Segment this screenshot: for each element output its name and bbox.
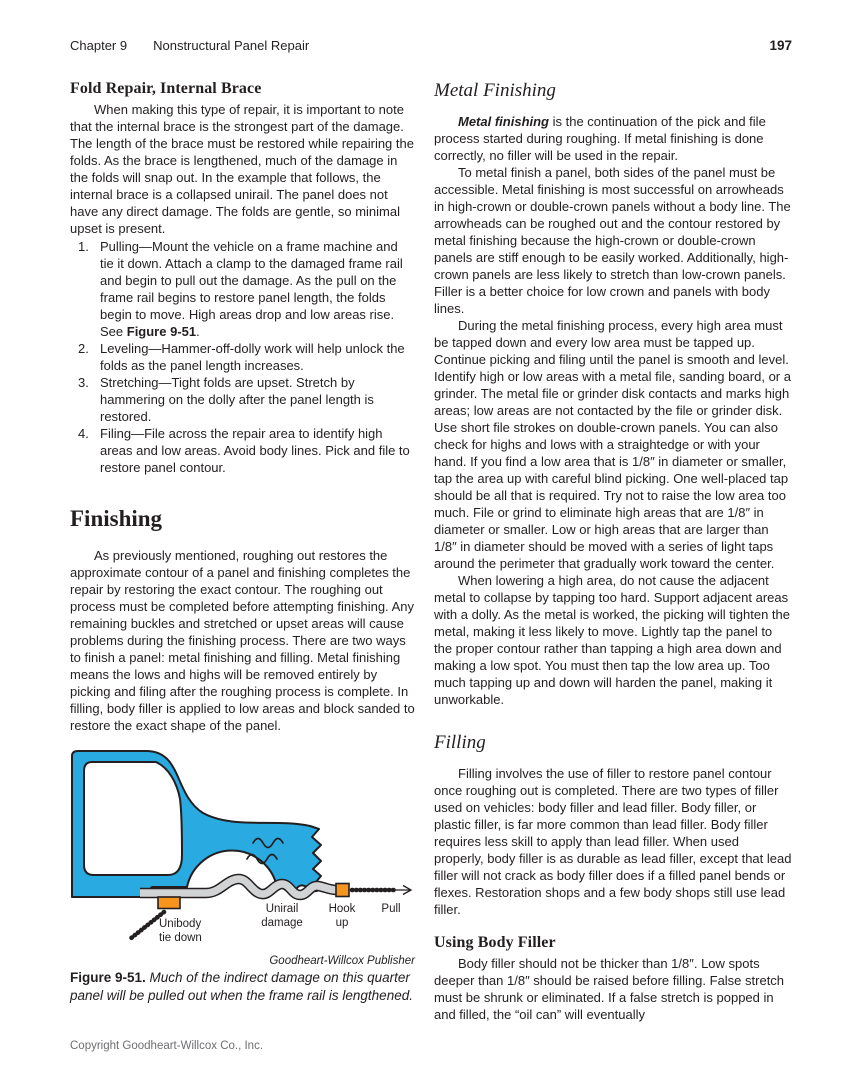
left-column <box>70 80 415 1023</box>
list-item-text-tail: . <box>196 324 200 339</box>
running-header <box>70 38 792 53</box>
label-unibody-tie-down-2: tie down <box>159 932 202 944</box>
label-unirail-damage: Unirail <box>265 903 299 915</box>
filling-paragraph: Filling involves the use of filler to restore panel contour once roughing out is completed. There are two types of filler used on vehicles: body filler and lead filler. Body filler, or plastic filler, is far more common than lead filler. Body filler requires less skill to apply than lead filler. When used properly, body filler is as durable as lead filler, except that lead filler will not crack as body filler does if a filled panel bends or flexes. Restoration shops and a few body shops still use lead filler. <box>434 766 792 917</box>
figure-caption-text: Much of the indirect damage on this quarter panel will be pulled out when the frame rail is lengthened. <box>70 970 413 1003</box>
using-body-filler-paragraph: Body filler should not be thicker than 1/8″. Low spots deeper than 1/8″ should be raised before filling. False stretch must be shrunk or eliminated. If a false stretch is popped in and filled, the “oil can” will eventually <box>434 956 785 1022</box>
quarter-panel-diagram <box>70 747 415 949</box>
page-number: 197 <box>769 38 792 53</box>
label-hook-up-2: up <box>335 917 349 929</box>
fold-repair-paragraph: When making this type of repair, it is important to note that the internal brace is the strongest part of the damage. The length of the brace must be restored while repairing the folds. As the brace is lengthened, much of the damage in the folds will snap out. In the example that follows, the internal brace is a collapsed unirail. The panel does not have any direct damage. The folds are gentle, so minimal upset is present. <box>70 102 414 236</box>
chapter-header <box>70 38 335 53</box>
list-item-text: Stretching—Tight folds are upset. Stretch by hammering on the dolly after the panel length is restored. <box>100 375 374 424</box>
list-item-text: Pulling—Mount the vehicle on a frame machine and tie it down. Attach a clamp to the damaged frame rail and begin to pull out the damage. As the pull on the frame rail begins to restore panel length, the folds begin to move. High areas drop and low areas rise. See <box>100 239 403 339</box>
list-item-number: 4. <box>78 426 89 441</box>
copyright-footer: Copyright Goodheart-Willcox Co., Inc. <box>70 1040 264 1052</box>
quarter-panel-shape <box>72 751 321 897</box>
section-heading-using-body-filler: Using Body Filler <box>434 934 556 951</box>
section-heading-fold-repair: Fold Repair, Internal Brace <box>70 80 262 97</box>
list-item-text: Filing—File across the repair area to identify high areas and low areas. Avoid body lines. Pick and file to restore panel contour. <box>100 426 410 475</box>
metal-finishing-paragraph-1 <box>434 113 792 164</box>
figure-caption <box>70 969 415 1004</box>
list-item-text: Leveling—Hammer-off-dolly work will help unlock the folds as the panel length increases. <box>100 341 405 373</box>
metal-finishing-paragraph-2: To metal finish a panel, both sides of the panel must be accessible. Metal finishing is most successful on arrowheads in high-crown or double-crown panels without a body line. The arrowheads can be roughed out and the contour restored by metal finishing because the high-crown or double-crown panels are stiff enough to be easily worked. Additionally, high-crown panels are less likely to stretch than low-crown panels. Filler is a better choice for low crown and panels with body lines. <box>434 165 791 316</box>
figure-reference: Figure 9-51 <box>126 324 197 339</box>
metal-finishing-paragraph-4: When lowering a high area, do not cause the adjacent metal to collapse by tapping too hard. Support adjacent areas with a dolly. As the metal is worked, the picking will tighten the metal, making it less likely to move. Lightly tap the panel to the proper contour rather than tapping a high area down and making a low spot. You must then tap the low area up. Too much tapping up and down will harden the panel, making it unworkable. <box>434 573 790 707</box>
chapter-title: Nonstructural Panel Repair <box>153 38 310 53</box>
tie-down-block <box>158 897 180 909</box>
label-hook-up: Hook <box>328 903 356 915</box>
numbered-list <box>70 238 415 476</box>
list-item <box>70 238 415 340</box>
section-heading-filling: Filling <box>434 732 486 753</box>
list-item <box>70 374 415 425</box>
figure-9-51 <box>70 747 415 1004</box>
label-unirail-damage-2: damage <box>261 917 303 929</box>
list-item-number: 2. <box>78 341 89 356</box>
label-pull: Pull <box>381 903 401 915</box>
metal-finishing-paragraph-3: During the metal finishing process, every high area must be tapped down and every low area must be tapped up. Continue picking and filing until the panel is smooth and level. Identify high or low areas with a metal file, sanding board, or a grinder. The metal file or grinder disk contacts and marks high areas; low areas are not contacted by the file or grinder disk. Use short file strokes on double-crown panels. You can also check for highs and lows with a straightedge or with your hand. If you find a low area that is 1/8″ in diameter or smaller, tap the area up with careful blind picking. One well-placed tap should be all that is required. Try not to raise the low area too much. File or grind to eliminate high areas that are 1/8″ in diameter or smaller. Low or high areas that are larger than 1/8″ in diameter should be moved with a series of light taps around the perimeter that gradually work toward the center. <box>434 318 791 571</box>
chapter-number: Chapter 9 <box>70 38 128 53</box>
list-item-number: 3. <box>78 375 89 390</box>
section-heading-finishing: Finishing <box>70 506 163 531</box>
paragraph-text: is the continuation of the pick and file process started during roughing. If metal finishing is done correctly, no filler will be used in the repair. <box>434 114 766 163</box>
figure-credit: Goodheart-Willcox Publisher <box>269 955 415 967</box>
list-item <box>70 425 415 476</box>
section-heading-metal-finishing: Metal Finishing <box>434 80 556 101</box>
finishing-paragraph: As previously mentioned, roughing out restores the approximate contour of a panel and finishing completes the repair by restoring the exact contour. The roughing out process must be completed before attempting finishing. Any remaining buckles and stretched or upset areas will cause problems during the finishing process. There are two ways to finish a panel: metal finishing and filling. Metal finishing means the lows and highs will be removed entirely by picking and filing after the roughing process is complete. In filling, body filler is applied to low areas and block sanded to restore the exact shape of the panel. <box>70 548 415 733</box>
list-item <box>70 340 415 374</box>
hook-up-block <box>336 884 349 897</box>
list-item-number: 1. <box>78 239 89 254</box>
right-column <box>434 80 792 1023</box>
label-unibody-tie-down: Unibody <box>159 918 202 930</box>
key-term: Metal finishing <box>458 114 549 129</box>
figure-caption-label: Figure 9-51. <box>70 970 146 985</box>
